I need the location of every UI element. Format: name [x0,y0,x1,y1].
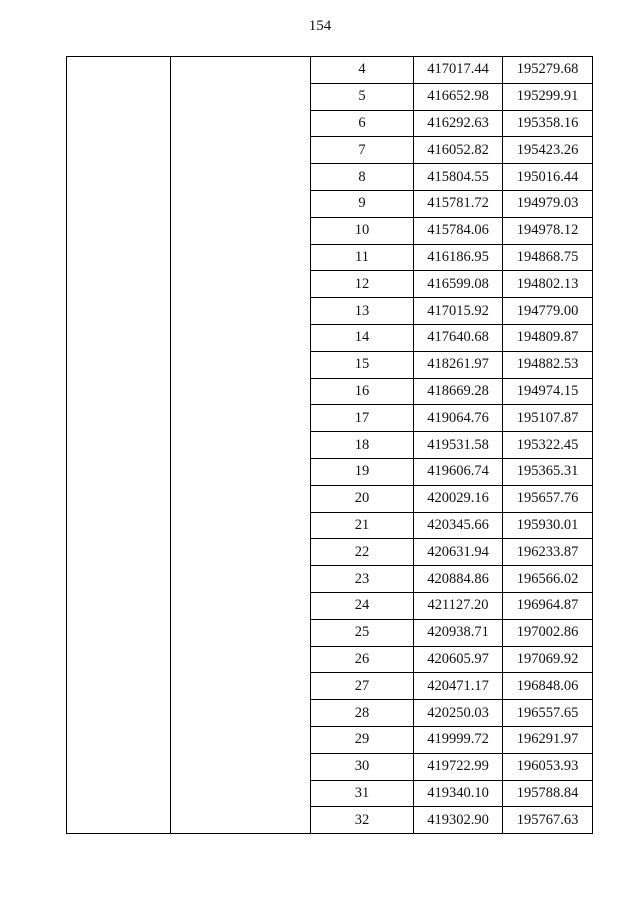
table-row [311,539,592,566]
x-coordinate-cell: 421127.20 [414,592,503,619]
x-coordinate-cell: 416292.63 [414,110,503,137]
point-number-cell: 29 [311,726,414,753]
x-coordinate-cell: 415804.55 [414,164,503,191]
x-coordinate-cell: 416186.95 [414,244,503,271]
y-coordinate-cell: 194979.03 [503,190,593,217]
x-coordinate-cell: 415784.06 [414,217,503,244]
point-number-cell: 16 [311,378,414,405]
x-coordinate-cell: 416599.08 [414,271,503,298]
y-coordinate-cell: 194809.87 [503,324,593,351]
y-coordinate-cell: 194779.00 [503,298,593,325]
table-row [311,351,592,378]
table-row [311,217,592,244]
y-coordinate-cell: 195930.01 [503,512,593,539]
x-coordinate-cell: 419302.90 [414,807,503,833]
table-row [311,137,592,164]
y-coordinate-cell: 196848.06 [503,673,593,700]
point-number-cell: 22 [311,539,414,566]
x-coordinate-cell: 415781.72 [414,190,503,217]
table-row [311,592,592,619]
table-row [311,271,592,298]
y-coordinate-cell: 195767.63 [503,807,593,833]
x-coordinate-cell: 417640.68 [414,324,503,351]
y-coordinate-cell: 194802.13 [503,271,593,298]
x-coordinate-cell: 420471.17 [414,673,503,700]
x-coordinate-cell: 418261.97 [414,351,503,378]
table-row [311,753,592,780]
y-coordinate-cell: 196964.87 [503,592,593,619]
y-coordinate-cell: 195322.45 [503,432,593,459]
table-row [311,566,592,593]
table-row [311,83,592,110]
y-coordinate-cell: 195358.16 [503,110,593,137]
point-number-cell: 10 [311,217,414,244]
point-number-cell: 32 [311,807,414,833]
table-row [311,485,592,512]
x-coordinate-cell: 417015.92 [414,298,503,325]
y-coordinate-cell: 196291.97 [503,726,593,753]
table-row [311,780,592,807]
point-number-cell: 18 [311,432,414,459]
table-row [311,378,592,405]
table-row [311,298,592,325]
x-coordinate-cell: 419722.99 [414,753,503,780]
point-number-cell: 24 [311,592,414,619]
point-number-cell: 31 [311,780,414,807]
point-number-cell: 14 [311,324,414,351]
x-coordinate-cell: 416652.98 [414,83,503,110]
point-number-cell: 12 [311,271,414,298]
y-coordinate-cell: 195788.84 [503,780,593,807]
y-coordinate-cell: 196566.02 [503,566,593,593]
table-row [311,57,592,83]
table-row [311,619,592,646]
table-row [311,700,592,727]
table-row [311,673,592,700]
point-number-cell: 28 [311,700,414,727]
point-number-cell: 15 [311,351,414,378]
table-row [311,726,592,753]
coordinates-rows [311,57,592,833]
table-row [311,807,592,833]
table-row [311,512,592,539]
x-coordinate-cell: 420938.71 [414,619,503,646]
x-coordinate-cell: 420345.66 [414,512,503,539]
table-row [311,164,592,191]
empty-cell-b [171,57,311,834]
x-coordinate-cell: 419531.58 [414,432,503,459]
table-row [311,405,592,432]
y-coordinate-cell: 194868.75 [503,244,593,271]
y-coordinate-cell: 195365.31 [503,458,593,485]
y-coordinate-cell: 196233.87 [503,539,593,566]
table-row [311,324,592,351]
x-coordinate-cell: 420029.16 [414,485,503,512]
x-coordinate-cell: 420631.94 [414,539,503,566]
point-number-cell: 4 [311,57,414,83]
point-number-cell: 9 [311,190,414,217]
y-coordinate-cell: 195107.87 [503,405,593,432]
y-coordinate-cell: 195279.68 [503,57,593,83]
outer-row [67,57,593,834]
coordinates-table [66,56,593,834]
point-number-cell: 11 [311,244,414,271]
point-number-cell: 8 [311,164,414,191]
y-coordinate-cell: 195016.44 [503,164,593,191]
point-number-cell: 6 [311,110,414,137]
point-number-cell: 23 [311,566,414,593]
x-coordinate-cell: 419999.72 [414,726,503,753]
table-row [311,458,592,485]
table-row [311,432,592,459]
y-coordinate-cell: 195299.91 [503,83,593,110]
point-number-cell: 5 [311,83,414,110]
point-number-cell: 13 [311,298,414,325]
point-number-cell: 20 [311,485,414,512]
point-number-cell: 30 [311,753,414,780]
point-number-cell: 19 [311,458,414,485]
page-number: 154 [308,18,332,34]
coordinates-inner-table [311,57,592,833]
x-coordinate-cell: 419340.10 [414,780,503,807]
y-coordinate-cell: 197002.86 [503,619,593,646]
x-coordinate-cell: 417017.44 [414,57,503,83]
x-coordinate-cell: 419606.74 [414,458,503,485]
y-coordinate-cell: 195423.26 [503,137,593,164]
point-number-cell: 25 [311,619,414,646]
x-coordinate-cell: 420884.86 [414,566,503,593]
point-number-cell: 17 [311,405,414,432]
y-coordinate-cell: 197069.92 [503,646,593,673]
y-coordinate-cell: 196053.93 [503,753,593,780]
point-number-cell: 7 [311,137,414,164]
table-row [311,110,592,137]
point-number-cell: 21 [311,512,414,539]
x-coordinate-cell: 418669.28 [414,378,503,405]
y-coordinate-cell: 196557.65 [503,700,593,727]
y-coordinate-cell: 194974.15 [503,378,593,405]
point-number-cell: 26 [311,646,414,673]
table-row [311,646,592,673]
y-coordinate-cell: 194882.53 [503,351,593,378]
x-coordinate-cell: 416052.82 [414,137,503,164]
empty-cell-a [67,57,171,834]
x-coordinate-cell: 419064.76 [414,405,503,432]
y-coordinate-cell: 195657.76 [503,485,593,512]
x-coordinate-cell: 420605.97 [414,646,503,673]
table-row [311,190,592,217]
y-coordinate-cell: 194978.12 [503,217,593,244]
x-coordinate-cell: 420250.03 [414,700,503,727]
coordinates-cell [311,57,593,834]
table-row [311,244,592,271]
point-number-cell: 27 [311,673,414,700]
